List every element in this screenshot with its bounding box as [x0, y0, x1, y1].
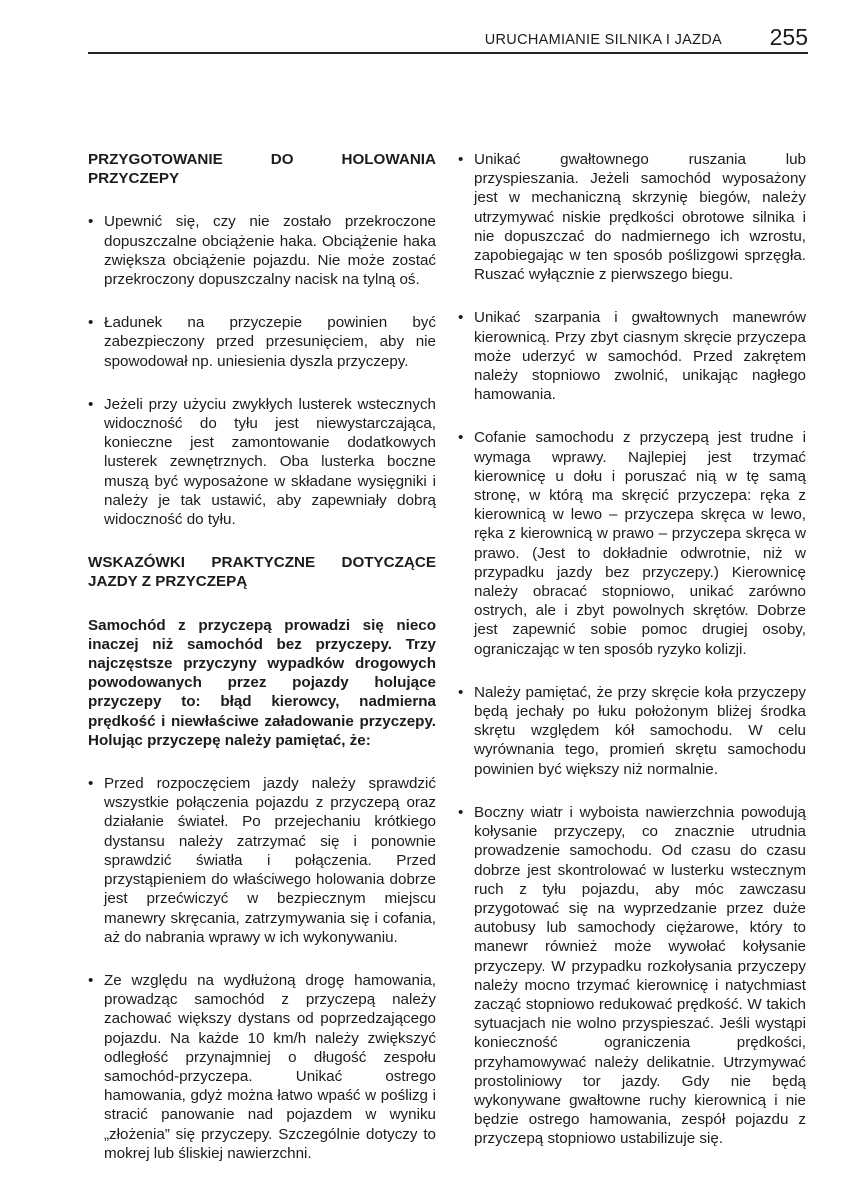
- section-heading-towing-preparation: PRZYGOTOWANIE DO HOLOWANIA PRZYCZEPY: [88, 151, 436, 188]
- list-item: [88, 971, 436, 1163]
- bullet-icon: •: [458, 151, 464, 168]
- list-item: [88, 774, 436, 947]
- list-item-text: Ze względu na wydłużoną drogę hamowania, prowadząc samochód z przyczepą należy zachować większy dystans od poprzedzającego pojazdu. Na każde 10 km/h należy zwiększyć odległość przynajmniej o długość zespołu samochód-przyczepa. Unikać ostrego hamowania, gdyż można łatwo wpaść w poślizg i stracić panowanie nad pojazdem w wyniku „złożenia” się przyczepy. Szczególnie dotyczy to mokrej lub śliskiej nawierzchni.: [104, 971, 436, 1162]
- bullet-icon: •: [458, 309, 464, 327]
- left-column: [88, 150, 436, 1187]
- list-item-text: Przed rozpoczęciem jazdy należy sprawdzić wszystkie połączenia pojazdu z przyczepą oraz działanie świateł. Po przejechaniu krótkiego dystansu należy zatrzymać się i ponownie sprawdzić światła i połączenia. Przed przystąpieniem do właściwego holowania dobrze jest przećwiczyć w bezpiecznym miejscu manewry skręcania, zatrzymywania się i cofania, aż do nabrania wprawy w ich wykonywaniu.: [104, 775, 436, 946]
- section-title: URUCHAMIANIE SILNIKA I JAZDA: [484, 32, 722, 48]
- list-item-text: Ładunek na przyczepie powinien być zabezpieczony przed przesunięciem, aby nie spowodował np. uniesienia dyszla przyczepy.: [104, 314, 436, 370]
- page-header: [88, 24, 808, 54]
- bullet-icon: •: [88, 213, 94, 231]
- list-item-text: Jeżeli przy użyciu zwykłych lusterek wstecznych widoczność do tyłu jest niewystarczająca, konieczne jest zamontowanie dodatkowych lusterek zewnętrznych. Oba lusterka boczne muszą być wyposażone w składane wysięgniki i należy je tak ustawić, aby zapewniały dobrą widoczność do tyłu.: [104, 395, 436, 529]
- list-item: [458, 803, 806, 1149]
- list-item-text: Unikać szarpania i gwałtownych manewrów kierownicą. Przy zbyt ciasnym skręcie przyczepa może uderzyć w samochód. Przed zakrętem należy stopniowo zwolnić, unikając nagłego hamowania.: [474, 309, 806, 404]
- list-item-text: Cofanie samochodu z przyczepą jest trudne i wymaga wprawy. Najlepiej jest trzymać kierownicę u dołu i poruszać nią w tę samą stronę, w którą ma skręcić przyczepa: ręka z kierownicą w lewo – przyczepa skręca w lewo, ręka z kierownicą w prawo – przyczepa skręca w prawo. (Jest to dokładnie odwrotnie, niż w przypadku jazdy bez przyczepy.) Kierownicę należy obracać stopniowo, unikać zarówno ostrych, ale i zbyt powolnych skrętów. Dobrze jest zapewnić sobie pomoc drugiej osoby, ograniczając w ten sposób ryzyko kolizji.: [474, 429, 806, 658]
- list-item-text: Upewnić się, czy nie zostało przekroczone dopuszczalne obciążenie haka. Obciążenie haka zwiększa obciążenie pojazdu. Nie może zostać przekroczony dopuszczalny nacisk na tylną oś.: [104, 213, 436, 289]
- bullet-icon: •: [458, 429, 464, 447]
- bullet-icon: •: [458, 683, 464, 701]
- bullet-icon: •: [88, 314, 94, 332]
- right-column: [458, 150, 806, 1173]
- bullet-icon: •: [458, 803, 464, 821]
- list-item: [88, 212, 436, 289]
- list-item-text: Boczny wiatr i wyboista nawierzchnia powodują kołysanie przyczepy, co znacznie utrudnia prowadzenie samochodu. Od czasu do czasu dobrze jest skontrolować w lusterku wstecznym ruch z tyłu pojazdu, aby móc zawczasu przygotować się na wyprzedzanie przez duże autobusy lub samochody ciężarowe, który to manewr również może wywołać kołysanie przyczepy. W przypadku rozkołysania przyczepy należy mocno trzymać kierownicę i natychmiast zacząć stopniowo redukować prędkość. W takich sytuacjach nie wolno przyspieszać. Jeśli wystąpi konieczność ograniczenia prędkości, przyhamowywać należy delikatnie. Utrzymywać prostoliniowy tor jazdy. Gdy nie będą wykonywane gwałtowne ruchy kierownicą i nie będzie ostrego hamowania, zespół pojazdu z przyczepą stopniowo ustabilizuje się.: [474, 803, 806, 1148]
- list-item: [88, 395, 436, 529]
- list-item: [458, 683, 806, 779]
- bullet-icon: •: [88, 395, 94, 413]
- page-number: 255: [769, 24, 808, 50]
- list-item: [88, 313, 436, 371]
- bullet-icon: •: [88, 971, 94, 989]
- list-item-text: Unikać gwałtownego ruszania lub przyspieszania. Jeżeli samochód wyposażony jest w mechaniczną skrzynię biegów, należy utrzymywać niskie prędkości obrotowe silnika i nie dopuszczać do nadmiernego ich wzrostu, zapobiegając w ten sposób poślizgowi sprzęgła. Ruszać wyłącznie z pierwszego biegu.: [474, 151, 806, 284]
- list-item: [458, 150, 806, 284]
- bullet-icon: •: [88, 775, 94, 793]
- list-item-text: Należy pamiętać, że przy skręcie koła przyczepy będą jechały po łuku położonym bliżej środka skrętu względem kół samochodu. W celu wyrównania tego, promień skrętu samochodu powinien być większy niż normalnie.: [474, 683, 806, 778]
- section-heading-practical-tips: WSKAZÓWKI PRAKTYCZNE DOTYCZĄCE JAZDY Z PRZYCZEPĄ: [88, 554, 436, 591]
- intro-paragraph: Samochód z przyczepą prowadzi się nieco inaczej niż samochód bez przyczepy. Trzy najczęstsze przyczyny wypadków drogowych powodowanych przez pojazdy holujące przyczepy to: błąd kierowcy, nadmierna prędkość i niewłaściwe załadowanie przyczepy. Holując przyczepę należy pamiętać, że:: [88, 616, 436, 749]
- list-item: [458, 428, 806, 658]
- list-item: [458, 308, 806, 404]
